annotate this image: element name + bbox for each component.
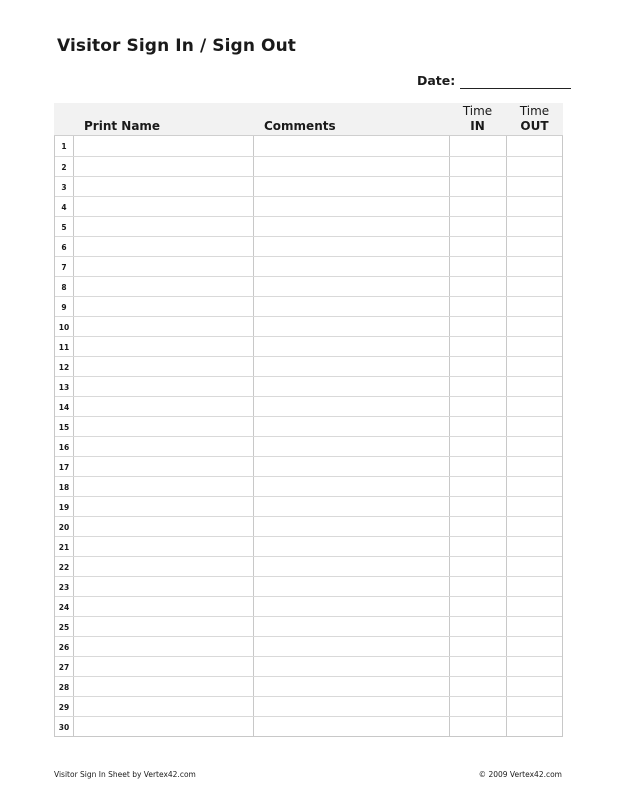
comments-cell[interactable] (254, 697, 450, 716)
comments-cell[interactable] (254, 417, 450, 436)
time-in-cell[interactable] (450, 497, 507, 516)
table-row (55, 336, 562, 356)
header-time-in-top: Time (462, 104, 493, 118)
time-in-cell[interactable] (450, 377, 507, 396)
time-in-cell[interactable] (450, 397, 507, 416)
time-in-cell[interactable] (450, 557, 507, 576)
row-number: 5 (55, 217, 74, 236)
print-name-cell[interactable] (74, 497, 254, 516)
row-number: 11 (55, 337, 74, 356)
comments-cell[interactable] (254, 437, 450, 456)
comments-cell[interactable] (254, 297, 450, 316)
row-number: 21 (55, 537, 74, 556)
row-number: 17 (55, 457, 74, 476)
comments-cell[interactable] (254, 157, 450, 176)
time-out-cell[interactable] (507, 697, 562, 716)
row-number: 25 (55, 617, 74, 636)
time-out-cell[interactable] (507, 537, 562, 556)
comments-cell[interactable] (254, 577, 450, 596)
time-in-cell[interactable] (450, 717, 507, 736)
comments-cell[interactable] (254, 477, 450, 496)
table-row (55, 676, 562, 696)
row-number: 3 (55, 177, 74, 196)
table-row (55, 696, 562, 716)
print-name-cell[interactable] (74, 617, 254, 636)
table-row (55, 636, 562, 656)
time-out-cell[interactable] (507, 357, 562, 376)
time-out-cell[interactable] (507, 557, 562, 576)
row-number: 4 (55, 197, 74, 216)
time-out-cell[interactable] (507, 317, 562, 336)
comments-cell[interactable] (254, 397, 450, 416)
table-row (55, 436, 562, 456)
print-name-cell[interactable] (74, 197, 254, 216)
print-name-cell[interactable] (74, 577, 254, 596)
time-out-cell[interactable] (507, 177, 562, 196)
comments-cell[interactable] (254, 677, 450, 696)
time-out-cell[interactable] (507, 297, 562, 316)
comments-cell[interactable] (254, 197, 450, 216)
table-row (55, 476, 562, 496)
time-out-cell[interactable] (507, 337, 562, 356)
time-in-cell[interactable] (450, 697, 507, 716)
time-out-cell[interactable] (507, 237, 562, 256)
row-number: 8 (55, 277, 74, 296)
print-name-cell[interactable] (74, 297, 254, 316)
row-number: 15 (55, 417, 74, 436)
time-out-cell[interactable] (507, 497, 562, 516)
time-out-cell[interactable] (507, 197, 562, 216)
comments-cell[interactable] (254, 617, 450, 636)
comments-cell[interactable] (254, 377, 450, 396)
row-number: 24 (55, 597, 74, 616)
date-input-line[interactable] (460, 72, 571, 89)
time-out-cell[interactable] (507, 597, 562, 616)
print-name-cell[interactable] (74, 477, 254, 496)
time-out-cell[interactable] (507, 136, 562, 156)
row-number: 26 (55, 637, 74, 656)
table-row (55, 276, 562, 296)
print-name-cell[interactable] (74, 136, 254, 156)
time-in-cell[interactable] (450, 136, 507, 156)
print-name-cell[interactable] (74, 657, 254, 676)
table-row (55, 656, 562, 676)
comments-cell[interactable] (254, 317, 450, 336)
time-in-cell[interactable] (450, 677, 507, 696)
print-name-cell[interactable] (74, 437, 254, 456)
comments-cell[interactable] (254, 337, 450, 356)
row-number: 7 (55, 257, 74, 276)
time-out-cell[interactable] (507, 477, 562, 496)
print-name-cell[interactable] (74, 417, 254, 436)
row-number: 19 (55, 497, 74, 516)
print-name-cell[interactable] (74, 597, 254, 616)
time-in-cell[interactable] (450, 577, 507, 596)
row-number: 30 (55, 717, 74, 736)
time-out-cell[interactable] (507, 677, 562, 696)
time-in-cell[interactable] (450, 257, 507, 276)
comments-cell[interactable] (254, 517, 450, 536)
time-out-cell[interactable] (507, 657, 562, 676)
time-in-cell[interactable] (450, 637, 507, 656)
time-in-cell[interactable] (450, 537, 507, 556)
time-in-cell[interactable] (450, 297, 507, 316)
print-name-cell[interactable] (74, 697, 254, 716)
table-row (55, 616, 562, 636)
print-name-cell[interactable] (74, 717, 254, 736)
time-in-cell[interactable] (450, 477, 507, 496)
print-name-cell[interactable] (74, 337, 254, 356)
time-out-cell[interactable] (507, 377, 562, 396)
comments-cell[interactable] (254, 717, 450, 736)
comments-cell[interactable] (254, 237, 450, 256)
time-out-cell[interactable] (507, 157, 562, 176)
header-time-in (449, 103, 506, 135)
table-row (55, 356, 562, 376)
row-number: 23 (55, 577, 74, 596)
table-row (55, 256, 562, 276)
comments-cell[interactable] (254, 557, 450, 576)
comments-cell[interactable] (254, 657, 450, 676)
time-in-cell[interactable] (450, 337, 507, 356)
time-in-cell[interactable] (450, 317, 507, 336)
time-in-cell[interactable] (450, 157, 507, 176)
time-in-cell[interactable] (450, 437, 507, 456)
time-out-cell[interactable] (507, 637, 562, 656)
print-name-cell[interactable] (74, 217, 254, 236)
table-row (55, 376, 562, 396)
print-name-cell[interactable] (74, 457, 254, 476)
table-row (55, 236, 562, 256)
print-name-cell[interactable] (74, 177, 254, 196)
time-out-cell[interactable] (507, 517, 562, 536)
print-name-cell[interactable] (74, 257, 254, 276)
table-row (55, 216, 562, 236)
time-out-cell[interactable] (507, 437, 562, 456)
time-in-cell[interactable] (450, 517, 507, 536)
time-out-cell[interactable] (507, 397, 562, 416)
time-out-cell[interactable] (507, 457, 562, 476)
page-title: Visitor Sign In / Sign Out (57, 36, 297, 56)
print-name-cell[interactable] (74, 537, 254, 556)
row-number: 6 (55, 237, 74, 256)
comments-cell[interactable] (254, 497, 450, 516)
header-print-name: Print Name (84, 119, 161, 133)
time-in-cell[interactable] (450, 457, 507, 476)
date-label: Date: (417, 73, 456, 88)
print-name-cell[interactable] (74, 317, 254, 336)
header-number (54, 103, 73, 135)
print-name-cell[interactable] (74, 677, 254, 696)
print-name-cell[interactable] (74, 357, 254, 376)
comments-cell[interactable] (254, 277, 450, 296)
table-row (55, 396, 562, 416)
table-header (54, 103, 563, 136)
time-in-cell[interactable] (450, 217, 507, 236)
row-number: 20 (55, 517, 74, 536)
time-out-cell[interactable] (507, 217, 562, 236)
table-row (55, 516, 562, 536)
time-in-cell[interactable] (450, 617, 507, 636)
table-body (54, 136, 563, 737)
time-out-cell[interactable] (507, 277, 562, 296)
row-number: 9 (55, 297, 74, 316)
print-name-cell[interactable] (74, 517, 254, 536)
time-out-cell[interactable] (507, 257, 562, 276)
table-row (55, 456, 562, 476)
time-out-cell[interactable] (507, 577, 562, 596)
comments-cell[interactable] (254, 537, 450, 556)
row-number: 10 (55, 317, 74, 336)
row-number: 29 (55, 697, 74, 716)
row-number: 14 (55, 397, 74, 416)
print-name-cell[interactable] (74, 277, 254, 296)
print-name-cell[interactable] (74, 157, 254, 176)
time-in-cell[interactable] (450, 277, 507, 296)
header-time-out (506, 103, 563, 135)
row-number: 28 (55, 677, 74, 696)
time-out-cell[interactable] (507, 617, 562, 636)
print-name-cell[interactable] (74, 377, 254, 396)
table-row (55, 416, 562, 436)
table-row (55, 316, 562, 336)
header-comments: Comments (264, 119, 336, 133)
row-number: 22 (55, 557, 74, 576)
row-number: 1 (55, 136, 74, 156)
table-row (55, 716, 562, 736)
row-number: 16 (55, 437, 74, 456)
time-in-cell[interactable] (450, 177, 507, 196)
header-time-out-bottom: OUT (520, 119, 549, 133)
row-number: 12 (55, 357, 74, 376)
print-name-cell[interactable] (74, 237, 254, 256)
comments-cell[interactable] (254, 217, 450, 236)
print-name-cell[interactable] (74, 557, 254, 576)
footer-copyright: © 2009 Vertex42.com (478, 770, 562, 779)
time-out-cell[interactable] (507, 417, 562, 436)
time-in-cell[interactable] (450, 357, 507, 376)
time-out-cell[interactable] (507, 717, 562, 736)
comments-cell[interactable] (254, 357, 450, 376)
table-row (55, 156, 562, 176)
row-number: 18 (55, 477, 74, 496)
table-row (55, 536, 562, 556)
row-number: 13 (55, 377, 74, 396)
comments-cell[interactable] (254, 597, 450, 616)
table-row (55, 556, 562, 576)
comments-cell[interactable] (254, 637, 450, 656)
header-time-in-bottom: IN (470, 119, 485, 133)
print-name-cell[interactable] (74, 637, 254, 656)
comments-cell[interactable] (254, 136, 450, 156)
row-number: 27 (55, 657, 74, 676)
table-row (55, 296, 562, 316)
time-in-cell[interactable] (450, 657, 507, 676)
print-name-cell[interactable] (74, 397, 254, 416)
comments-cell[interactable] (254, 257, 450, 276)
time-in-cell[interactable] (450, 237, 507, 256)
footer-credit: Visitor Sign In Sheet by Vertex42.com (54, 770, 196, 779)
time-in-cell[interactable] (450, 197, 507, 216)
sign-in-table (54, 103, 563, 737)
table-row (55, 596, 562, 616)
table-row (55, 576, 562, 596)
time-in-cell[interactable] (450, 597, 507, 616)
comments-cell[interactable] (254, 457, 450, 476)
row-number: 2 (55, 157, 74, 176)
comments-cell[interactable] (254, 177, 450, 196)
header-time-out-top: Time (519, 104, 550, 118)
time-in-cell[interactable] (450, 417, 507, 436)
date-field (417, 72, 571, 89)
table-row (55, 196, 562, 216)
table-row (55, 136, 562, 156)
table-row (55, 176, 562, 196)
table-row (55, 496, 562, 516)
